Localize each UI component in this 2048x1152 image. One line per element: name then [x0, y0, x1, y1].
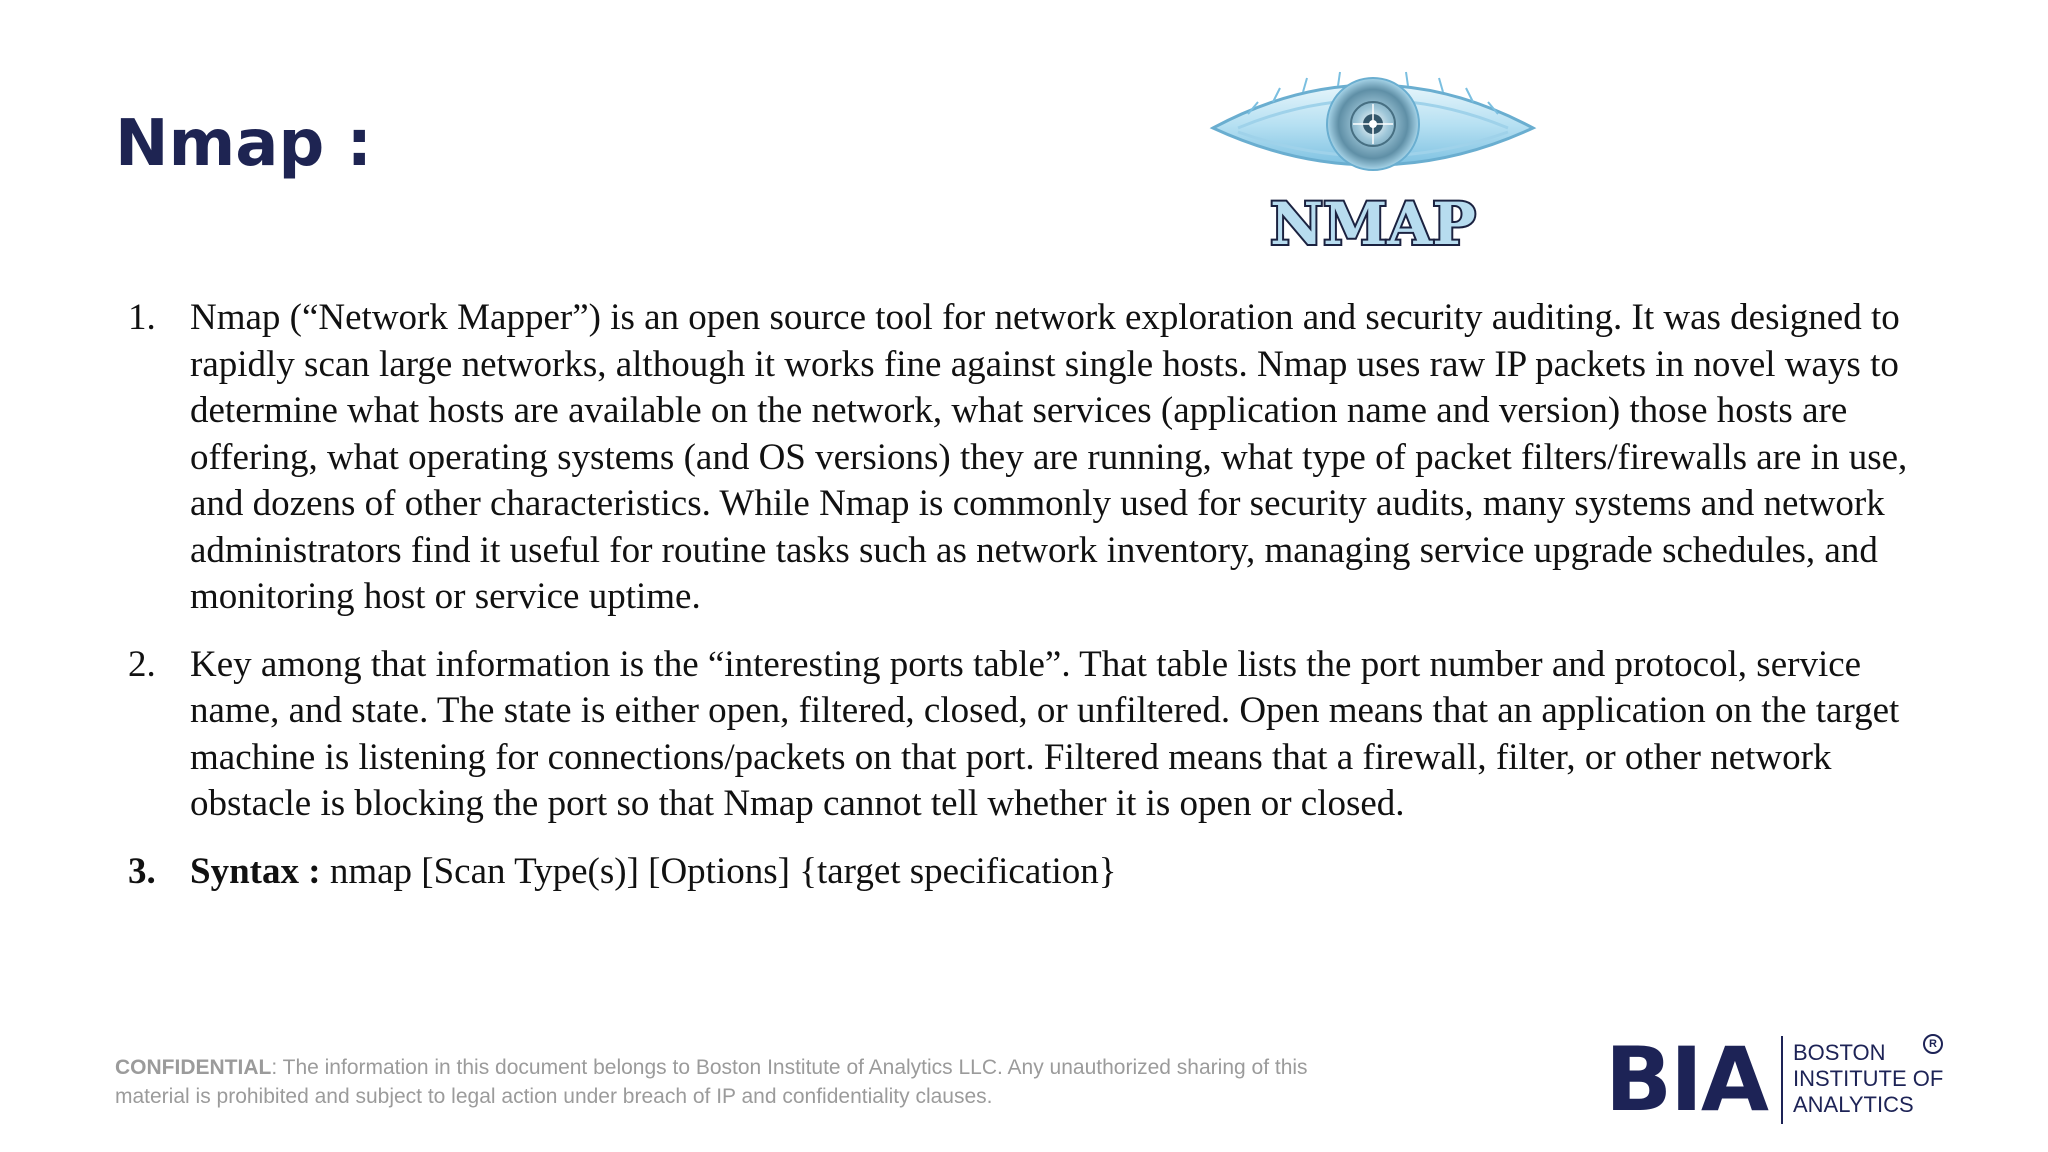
- syntax-label: Syntax :: [190, 850, 321, 892]
- slide-title: Nmap :: [115, 107, 373, 181]
- eye-icon: [1213, 72, 1533, 170]
- list-item-text: Key among that information is the “interesting ports table”. That table lists the port number and protocol, service name, and state. The state is either open, filtered, closed, or unfiltered. Open means that an application on the target machine is listening for connections/packets on that port. Filtered means that a firewall, filter, or other network obstacle is blocking the port so that Nmap cannot tell whether it is open or closed.: [190, 643, 1900, 824]
- list-item-text: [190, 849, 1928, 896]
- bia-letters: BIA: [1605, 1028, 1767, 1131]
- bia-name-line: BOSTON: [1793, 1040, 1886, 1065]
- content-list: [128, 295, 1928, 916]
- bia-logo: [1605, 1030, 1945, 1130]
- bia-name-line: ANALYTICS: [1793, 1092, 1914, 1117]
- confidential-notice: [115, 1053, 1375, 1111]
- bia-divider: [1781, 1036, 1783, 1124]
- bia-name: [1793, 1040, 1943, 1118]
- list-item-number: 3.: [128, 850, 156, 892]
- syntax-text: nmap [Scan Type(s)] [Options] {target specification}: [320, 850, 1117, 892]
- nmap-wordmark: NMAP: [1270, 190, 1476, 254]
- list-item-number: 2.: [128, 643, 156, 685]
- confidential-label: CONFIDENTIAL: [115, 1056, 272, 1079]
- list-item-text: Nmap (“Network Mapper”) is an open source tool for network exploration and security auditing. It was designed to rapidly scan large networks, although it works fine against single hosts. Nmap uses raw IP packets in novel ways to determine what hosts are available on the network, what services (application name and version) those hosts are offering, what operating systems (and OS versions) they are running, what type of packet filters/firewalls are in use, and dozens of other characteristics. While Nmap is commonly used for security audits, many systems and network administrators find it useful for routine tasks such as network inventory, managing service upgrade schedules, and monitoring host or service uptime.: [190, 297, 1908, 617]
- list-item-number: 1.: [128, 297, 156, 338]
- list-item: [128, 295, 1928, 621]
- list-item: [128, 849, 1928, 896]
- list-item: [128, 642, 1928, 828]
- bia-name-line: INSTITUTE OF: [1793, 1066, 1944, 1091]
- registered-mark-icon: R: [1923, 1034, 1943, 1054]
- confidential-text: : The information in this document belongs to Boston Institute of Analytics LLC. Any unauthorized sharing of this material is prohibited and subject to legal action under breach of IP and confidentiality clauses.: [115, 1056, 1308, 1108]
- nmap-eye-logo: [1208, 62, 1538, 254]
